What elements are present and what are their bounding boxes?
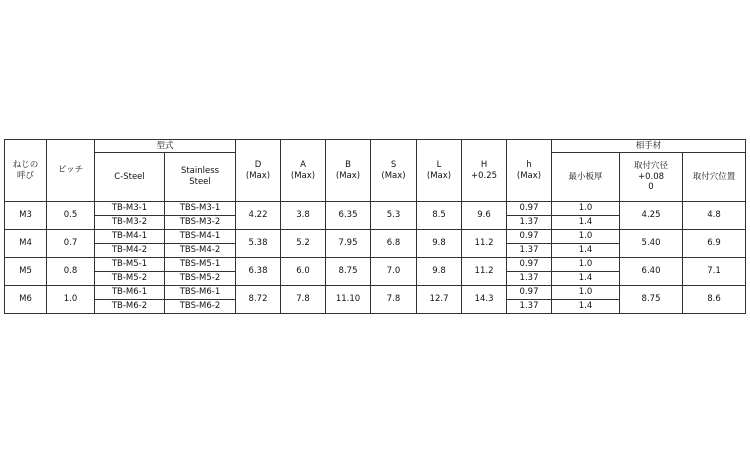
header-h: h (Max) [507,140,552,202]
cell-min-thickness: 1.4 [552,300,620,314]
cell-L: 12.7 [417,286,462,314]
header-pitch: ピッチ [47,140,95,202]
cell-stainless-model: TBS-M3-2 [165,216,236,230]
cell-stainless-model: TBS-M5-1 [165,258,236,272]
header-B: B (Max) [326,140,371,202]
cell-stainless-model: TBS-M5-2 [165,272,236,286]
cell-min-thickness: 1.4 [552,244,620,258]
cell-thread: M5 [5,258,47,286]
cell-h: 0.97 [507,230,552,244]
cell-c-steel-model: TB-M6-1 [95,286,165,300]
cell-hole-pos: 6.9 [683,230,746,258]
cell-H: 11.2 [462,230,507,258]
cell-L: 9.8 [417,258,462,286]
cell-B: 8.75 [326,258,371,286]
cell-S: 5.3 [371,202,417,230]
cell-stainless-model: TBS-M6-2 [165,300,236,314]
cell-stainless-model: TBS-M4-2 [165,244,236,258]
cell-S: 7.0 [371,258,417,286]
cell-min-thickness: 1.0 [552,258,620,272]
cell-c-steel-model: TB-M3-2 [95,216,165,230]
cell-c-steel-model: TB-M3-1 [95,202,165,216]
cell-S: 6.8 [371,230,417,258]
table-row [5,258,746,272]
cell-B: 7.95 [326,230,371,258]
cell-thread: M6 [5,286,47,314]
cell-H: 14.3 [462,286,507,314]
cell-hole-dia: 5.40 [620,230,683,258]
cell-min-thickness: 1.0 [552,286,620,300]
cell-h: 0.97 [507,286,552,300]
cell-pitch: 0.8 [47,258,95,286]
header-c-steel: C-Steel [95,153,165,202]
cell-A: 5.2 [281,230,326,258]
cell-D: 4.22 [236,202,281,230]
spec-table [4,139,746,314]
header-thread: ねじの 呼び [5,140,47,202]
cell-A: 7.8 [281,286,326,314]
cell-min-thickness: 1.4 [552,272,620,286]
cell-hole-dia: 4.25 [620,202,683,230]
cell-c-steel-model: TB-M5-2 [95,272,165,286]
cell-hole-dia: 8.75 [620,286,683,314]
header-H: H +0.25 [462,140,507,202]
cell-h: 0.97 [507,258,552,272]
cell-hole-pos: 7.1 [683,258,746,286]
table-body [5,202,746,314]
cell-h: 1.37 [507,300,552,314]
cell-A: 6.0 [281,258,326,286]
cell-B: 11.10 [326,286,371,314]
header-hole-pos: 取付穴位置 [683,153,746,202]
table-row [5,230,746,244]
cell-thread: M4 [5,230,47,258]
cell-S: 7.8 [371,286,417,314]
cell-h: 1.37 [507,244,552,258]
cell-stainless-model: TBS-M4-1 [165,230,236,244]
cell-H: 11.2 [462,258,507,286]
header-hole-dia: 取付穴径 +0.08 0 [620,153,683,202]
cell-A: 3.8 [281,202,326,230]
cell-pitch: 1.0 [47,286,95,314]
header-model: 型式 [95,140,236,153]
cell-pitch: 0.5 [47,202,95,230]
table-row [5,202,746,216]
cell-B: 6.35 [326,202,371,230]
header-mating: 相手材 [552,140,746,153]
cell-c-steel-model: TB-M4-2 [95,244,165,258]
cell-thread: M3 [5,202,47,230]
cell-hole-pos: 4.8 [683,202,746,230]
cell-c-steel-model: TB-M6-2 [95,300,165,314]
cell-L: 8.5 [417,202,462,230]
cell-H: 9.6 [462,202,507,230]
header-stainless: Stainless Steel [165,153,236,202]
cell-stainless-model: TBS-M6-1 [165,286,236,300]
cell-c-steel-model: TB-M5-1 [95,258,165,272]
cell-D: 5.38 [236,230,281,258]
cell-D: 6.38 [236,258,281,286]
cell-hole-dia: 6.40 [620,258,683,286]
cell-h: 1.37 [507,272,552,286]
header-D: D (Max) [236,140,281,202]
cell-h: 1.37 [507,216,552,230]
header-A: A (Max) [281,140,326,202]
cell-D: 8.72 [236,286,281,314]
cell-min-thickness: 1.0 [552,202,620,216]
cell-h: 0.97 [507,202,552,216]
cell-pitch: 0.7 [47,230,95,258]
table-row [5,286,746,300]
cell-min-thickness: 1.0 [552,230,620,244]
cell-min-thickness: 1.4 [552,216,620,230]
cell-hole-pos: 8.6 [683,286,746,314]
cell-c-steel-model: TB-M4-1 [95,230,165,244]
cell-L: 9.8 [417,230,462,258]
header-min-thickness: 最小板厚 [552,153,620,202]
cell-stainless-model: TBS-M3-1 [165,202,236,216]
header-S: S (Max) [371,140,417,202]
header-L: L (Max) [417,140,462,202]
